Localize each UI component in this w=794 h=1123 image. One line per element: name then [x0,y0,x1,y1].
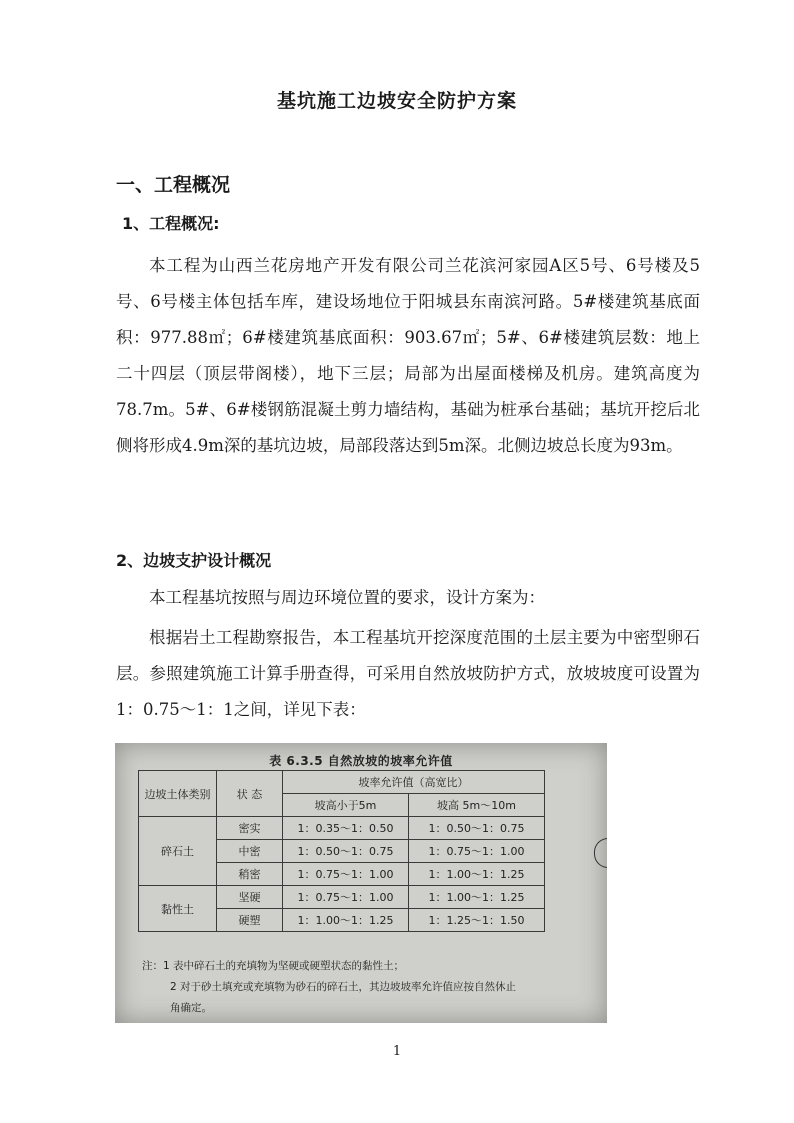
paragraph-geotechnical: 根据岩土工程勘察报告，本工程基坑开挖深度范围的土层主要为中密型卵石层。参照建筑施工计算手册查得，可采用自然放坡防护方式，放坡坡度可设置为1：0.75～1：1之间，详见下表： [116,628,700,719]
header-height-under-5m: 坡高小于5m [283,794,409,817]
cell-state: 坚硬 [217,886,283,909]
cell-ratio-lt5: 1：1.00～1：1.25 [283,909,409,932]
cell-ratio-5-10: 1：1.25～1：1.50 [409,909,545,932]
cell-ratio-5-10: 1：1.00～1：1.25 [409,886,545,909]
cell-ratio-5-10: 1：1.00～1：1.25 [409,863,545,886]
header-state: 状 态 [217,771,283,817]
slope-ratio-table [138,770,545,932]
cell-soil-gravel: 碎石土 [139,817,217,886]
table-row [139,817,545,840]
cell-ratio-5-10: 1：0.75～1：1.00 [409,840,545,863]
cell-ratio-lt5: 1：0.35～1：0.50 [283,817,409,840]
table-caption: 表 6.3.5 自然放坡的坡率允许值 [269,754,453,768]
subheading-project-overview: 1、工程概况: [122,214,220,233]
document-title: 基坑施工边坡安全防护方案 [276,90,517,112]
header-height-5-10m: 坡高 5m～10m [409,794,545,817]
paragraph-project-description: 本工程为山西兰花房地产开发有限公司兰花滨河家园A区5号、6号楼及5号、6号楼主体包括车库，建设场地位于阳城县东南滨河路。5#楼建筑基底面积：977.88㎡；6#楼建筑基底面积：903.67㎡；5#、6#楼建筑层数：地上二十四层（顶层带阁楼），地下三层；局部为出屋面楼梯及机房。建筑高度为78.7m。5#、6#楼钢筋混凝土剪力墙结构，基础为桩承台基础；基坑开挖后北侧将形成4.9m深的基坑边坡，局部段落达到5m深。北侧边坡总长度为93m。 [116,256,700,455]
cell-state: 中密 [217,840,283,863]
cell-state: 密实 [217,817,283,840]
cell-state: 硬塑 [217,909,283,932]
table-notes [142,956,516,1019]
cell-state: 稍密 [217,863,283,886]
header-soil-type: 边坡土体类别 [139,771,217,817]
table-row [139,886,545,909]
table-note-1: 注：1 表中碎石土的充填物为坚硬或硬塑状态的黏性土； [142,960,405,972]
cell-ratio-5-10: 1：0.50～1：0.75 [409,817,545,840]
page-number: 1 [392,1044,402,1059]
slope-table-photo [115,743,607,1023]
table-note-2-cont: 角确定。 [170,1002,212,1014]
cell-ratio-lt5: 1：0.75～1：1.00 [283,886,409,909]
table-note-2: 2 对于砂土填充或充填物为砂石的碎石土，其边坡坡率允许值应按自然休止 [170,981,517,993]
subheading-slope-support: 2、边坡支护设计概况 [116,551,272,570]
section-heading-overview: 一、工程概况 [116,174,231,196]
cell-ratio-lt5: 1：0.50～1：0.75 [283,840,409,863]
cell-soil-clay: 黏性土 [139,886,217,932]
header-allowed-ratio: 坡率允许值（高宽比） [283,771,545,794]
paragraph-design-scheme: 本工程基坑按照与周边环境位置的要求，设计方案为： [149,588,545,607]
cell-ratio-lt5: 1：0.75～1：1.00 [283,863,409,886]
